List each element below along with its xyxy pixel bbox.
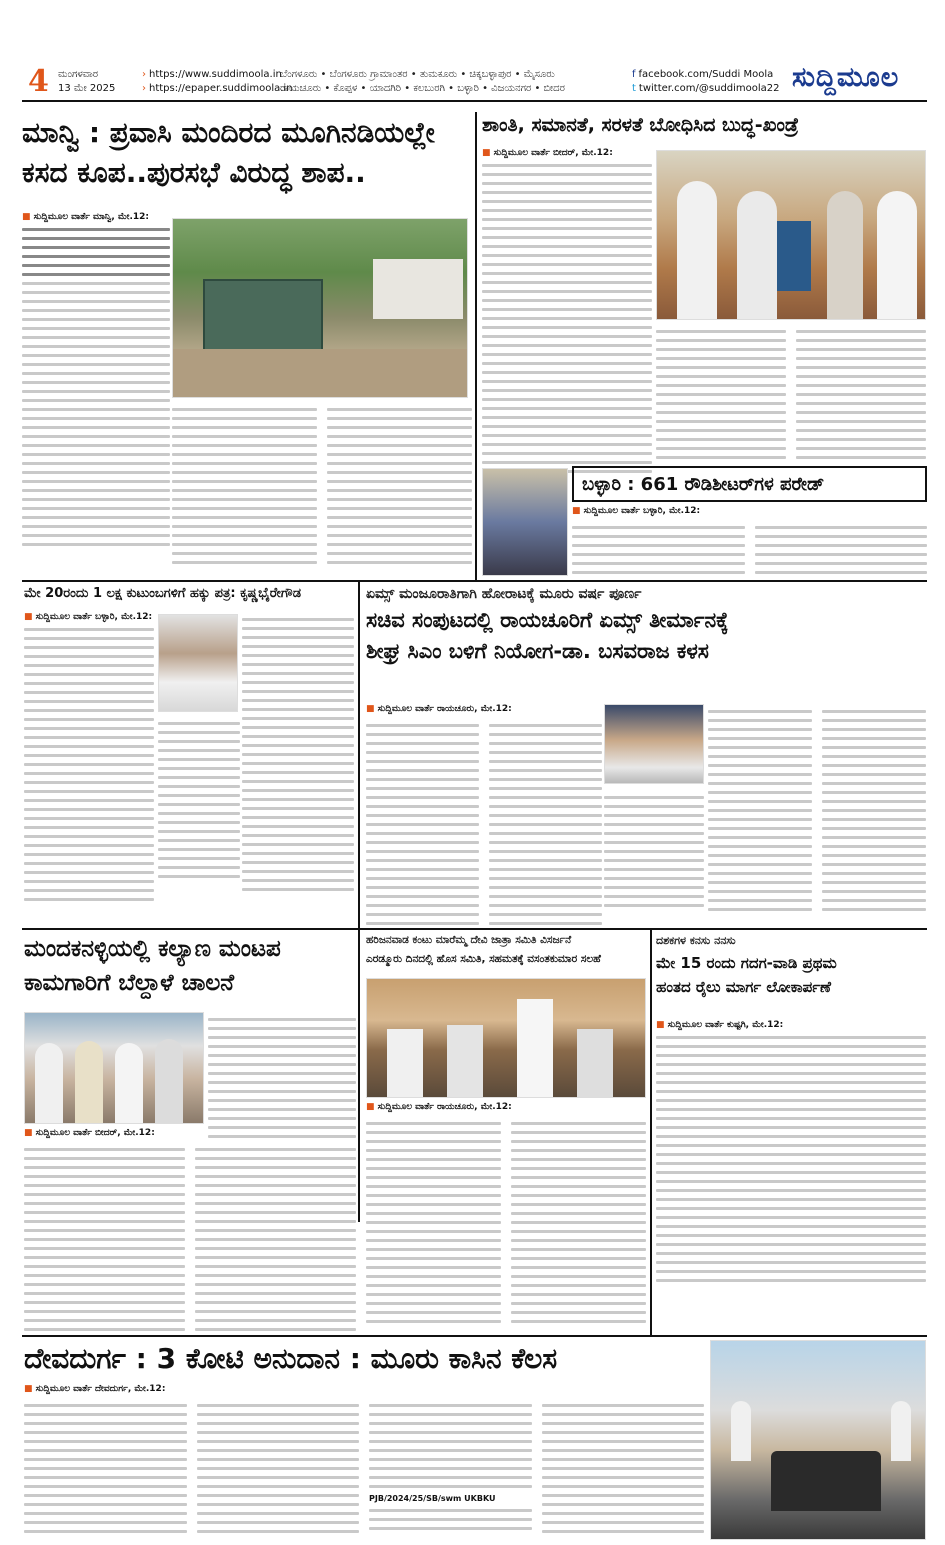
story-rowdy-body: [572, 506, 927, 580]
story-buddha-body: [482, 148, 652, 479]
section-divider: [22, 580, 927, 582]
dumpster-shape: [203, 279, 323, 359]
headline[interactable]: ಸಚಿವ ಸಂಪುಟದಲ್ಲಿ ರಾಯಚೂರಿಗೆ ಏಮ್ಸ್ ತೀರ್ಮಾನಕ್ಕೆ: [366, 608, 729, 632]
ad-code: PJB/2024/25/SB/swm UKBKU: [369, 1494, 496, 1503]
wall-shape: [373, 259, 463, 319]
headline[interactable]: ಮೇ 20ರಂದು 1 ಲಕ್ಷ ಕುಟುಂಬಗಳಿಗೆ ಹಕ್ಕು ಪತ್ರ: ಕೃಷ್ಣಭೈರೇಗೌಡ: [24, 586, 302, 601]
date-block: [58, 68, 115, 96]
story-buddha: [482, 114, 927, 137]
dateline: ■ ಸುದ್ದಿಮೂಲ ವಾರ್ತೆ ಕುಷ್ಟಗಿ, ಮೇ.12:: [656, 1020, 784, 1030]
epaper-link[interactable]: https://epaper.suddimoola.in: [149, 83, 293, 94]
story-manvi-body: [22, 212, 170, 552]
story-land-body: [24, 612, 154, 907]
train-inauguration-photo: [710, 1340, 926, 1540]
buddha-event-photo: [656, 150, 926, 320]
article-text: [22, 228, 170, 546]
person-shape: [737, 191, 777, 320]
section-divider: [22, 928, 358, 930]
dateline: ■ ಸುದ್ದಿಮೂಲ ವಾರ್ತೆ ಬಳ್ಳಾರಿ, ಮೇ.12:: [24, 612, 153, 622]
facebook-icon: f: [632, 69, 636, 80]
police-officer-photo: [482, 468, 568, 576]
dateline: ■ ಸುದ್ದಿಮೂಲ ವಾರ್ತೆ ರಾಯಚೂರು, ಮೇ.12:: [366, 704, 512, 714]
facebook-link[interactable]: facebook.com/Suddi Moola: [638, 69, 774, 80]
region-list: [280, 68, 630, 96]
story-land: [24, 586, 356, 602]
dateline: ■ ಸುದ್ದಿಮೂಲ ವಾರ್ತೆ ಮಾನ್ವಿ, ಮೇ.12:: [22, 212, 150, 222]
story-land-body-3: [158, 716, 240, 884]
day-label: ಮಂಗಳವಾರ: [58, 69, 99, 80]
kicker: ದಶಕಗಳ ಕನಸು ನನಸು: [656, 934, 736, 947]
person-shape: [677, 181, 717, 320]
story-kalyana-body: [208, 1012, 356, 1144]
kicker: ಏಮ್ಸ್ ಮಂಜೂರಾತಿಗಾಗಿ ಹೋರಾಟಕ್ಕೆ ಮೂರು ವರ್ಷ ಪೂರ್ಣ: [366, 586, 642, 602]
dateline: ■ ಸುದ್ದಿಮೂಲ ವಾರ್ತೆ ರಾಯಚೂರು, ಮೇ.12:: [366, 1102, 512, 1112]
brand-logo: ಸುದ್ದಿಮೂಲ: [792, 62, 900, 93]
column-divider: [358, 582, 360, 1222]
page-number: 4: [28, 64, 49, 99]
rowdy-headline-box: [572, 466, 927, 502]
story-land-body-2: [242, 612, 354, 897]
chevron-icon: ›: [142, 69, 146, 80]
web-links: [142, 68, 293, 96]
site-link[interactable]: https://www.suddimoola.in: [149, 69, 282, 80]
twitter-icon: t: [632, 83, 636, 94]
headline[interactable]: ಕಸದ ಕೂಪ..ಪುರಸಭೆ ವಿರುದ್ಧ ಶಾಪ..: [22, 155, 366, 189]
story-aiims-body: [366, 704, 602, 931]
meeting-photo: [366, 978, 646, 1098]
dateline: ■ ಸುದ್ದಿಮೂಲ ವಾರ್ತೆ ಬೀದರ್, ಮೇ.12:: [24, 1128, 155, 1138]
headline[interactable]: ಮಂದಕನಳ್ಳಿಯಲ್ಲಿ ಕಲ್ಯಾಣ ಮಂಟಪ: [24, 936, 281, 962]
headline[interactable]: ಕಾಮಗಾರಿಗೆ ಬೆಲ್ದಾಳೆ ಚಾಲನೆ: [24, 969, 235, 996]
masthead: [22, 62, 927, 102]
region-line-1: ಬೆಂಗಳೂರು • ಬೆಂಗಳೂರು ಗ್ರಾಮಾಂತರ • ತುಮಕೂರು • ಚಿಕ್ಕಬಳ್ಳಾಪುರ • ಮೈಸೂರು: [280, 69, 555, 80]
story-buddha-body-2: [656, 324, 926, 465]
minister-portrait-photo: [158, 614, 238, 712]
headline[interactable]: ಶೀಘ್ರ ಸಿಎಂ ಬಳಿಗೆ ನಿಯೋಗ-ಡಾ. ಬಸವರಾಜ ಕಳಸ: [366, 639, 709, 664]
region-line-2: ರಾಯಚೂರು • ಕೊಪ್ಪಳ • ಯಾದಗಿರಿ • ಕಲಬುರಗಿ • ಬಳ್ಳಾರಿ • ವಿಜಯನಗರ • ಬೀದರ: [280, 83, 565, 94]
dateline: ■ ಸುದ್ದಿಮೂಲ ವಾರ್ತೆ ಬಳ್ಳಾರಿ, ಮೇ.12:: [572, 506, 701, 516]
story-aiims: [366, 586, 926, 664]
story-aiims-body-3: [604, 790, 704, 913]
buddha-statue-shape: [777, 221, 811, 291]
ground-shape: [173, 349, 468, 398]
headline[interactable]: ಹಂತದ ರೈಲು ಮಾರ್ಗ ಲೋಕಾರ್ಪಣೆ: [656, 978, 831, 996]
groundbreaking-photo: [24, 1012, 204, 1124]
headline[interactable]: ದೇವದುರ್ಗ : 3 ಕೋಟಿ ಅನುದಾನ : ಮೂರು ಕಾಸಿನ ಕೆಲಸ: [24, 1342, 558, 1375]
story-devadurga-body: [24, 1384, 704, 1539]
chevron-icon: ›: [142, 83, 146, 94]
locomotive-shape: [771, 1451, 881, 1511]
social-links: [632, 68, 780, 96]
story-jatra-body: [366, 1102, 646, 1329]
headline[interactable]: ಮಾನ್ವಿ : ಪ್ರವಾಸಿ ಮಂದಿರದ ಮೂಗಿನಡಿಯಲ್ಲೇ: [22, 116, 435, 149]
column-divider: [475, 112, 477, 580]
headline[interactable]: ಮೇ 15 ರಂದು ಗದಗ-ವಾಡಿ ಪ್ರಥಮ: [656, 954, 837, 972]
story-manvi-body-2: [172, 402, 472, 570]
garbage-dump-photo: [172, 218, 468, 398]
headline[interactable]: ಶಾಂತಿ, ಸಮಾನತೆ, ಸರಳತೆ ಬೋಧಿಸಿದ ಬುದ್ಧ-ಖಂಡ್ರೆ: [482, 114, 799, 136]
headline[interactable]: ಬಳ್ಳಾರಿ : 661 ರೌಡಿಶೀಟರ್‌ಗಳ ಪರೇಡ್: [582, 474, 825, 495]
story-kalyana-body-2: [24, 1128, 356, 1337]
headline[interactable]: ಎರಡ್ಮೂರು ದಿನದಲ್ಲಿ ಹೊಸ ಸಮಿತಿ, ಸಹಮತಕ್ಕೆ ವಸಂತಕುಮಾರ ಸಲಹೆ: [366, 953, 601, 965]
story-railway-body: [656, 1020, 926, 1288]
story-kalyana: [24, 936, 356, 997]
story-devadurga: [24, 1342, 704, 1376]
story-jatra: [366, 934, 646, 966]
person-shape: [827, 191, 863, 320]
date-label: 13 ಮೇ 2025: [58, 83, 116, 94]
story-railway: [656, 934, 926, 996]
story-aiims-body-2: [708, 704, 926, 917]
speaker-photo: [604, 704, 704, 784]
dateline: ■ ಸುದ್ದಿಮೂಲ ವಾರ್ತೆ ಬೀದರ್, ಮೇ.12:: [482, 148, 613, 158]
kicker: ಹರಿಜನವಾಡ ಕಂಟು ಮಾರೆಮ್ಮ ದೇವಿ ಜಾತ್ರಾ ಸಮಿತಿ ವಿಸರ್ಜನೆ: [366, 934, 572, 946]
person-shape: [877, 191, 917, 320]
story-manvi: [22, 112, 472, 189]
twitter-link[interactable]: twitter.com/@suddimoola22: [638, 83, 780, 94]
dateline: ■ ಸುದ್ದಿಮೂಲ ವಾರ್ತೆ ದೇವದುರ್ಗ, ಮೇ.12:: [24, 1384, 166, 1394]
column-divider: [650, 930, 652, 1335]
bullet-icon: ■: [22, 212, 34, 222]
